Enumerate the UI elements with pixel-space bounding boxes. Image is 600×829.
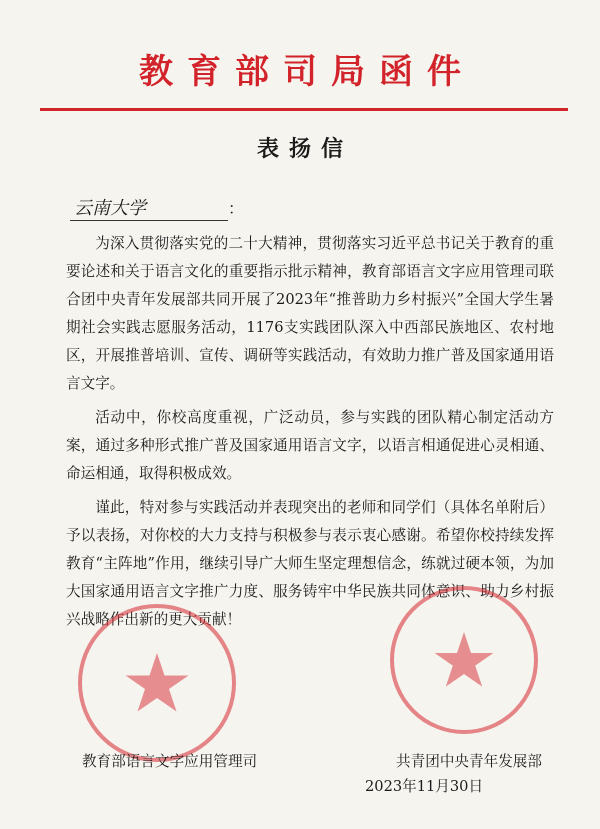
- letter-body: [66, 230, 554, 640]
- body-paragraph: 活动中，你校高度重视，广泛动员，参与实践的团队精心制定活动方案，通过多种形式推广普及国家通用语言文字，以语言相通促进心灵相通、命运相通，取得积极成效。: [66, 409, 554, 482]
- red-divider-line: [40, 108, 568, 111]
- signer-left: 教育部语言文字应用管理司: [82, 753, 258, 770]
- signer-right: 共青团中央青年发展部: [396, 753, 542, 770]
- letterhead: 教育部司局函件: [139, 52, 475, 92]
- recipient-colon: ：: [228, 199, 245, 218]
- body-paragraph: 为深入贯彻落实党的二十大精神，贯彻落实习近平总书记关于教育的重要论述和关于语言文化的重要指示批示精神，教育部语言文字应用管理司联合团中央青年发展部共同开展了2023年“推普助力乡村振兴”全国大学生暑期社会实践志愿服务活动，1176支实践团队深入中西部民族地区、农村地区，开展推普培训、宣传、调研等实践活动，有效助力推广普及国家通用语言文字。: [66, 235, 554, 392]
- signers: [82, 750, 542, 771]
- letter-date: 2023年11月30日: [365, 778, 484, 795]
- body-paragraph: 谨此，特对参与实践活动并表现突出的老师和同学们（具体名单附后）予以表扬，对你校的大力支持与积极参与表示衷心感谢。希望你校持续发挥教育“主阵地”作用，继续引导广大师生坚定理想信念，练就过硬本领，为加大国家通用语言文字推广力度、服务铸牢中华民族共同体意识、助力乡村振兴战略作出新的更大贡献！: [66, 499, 554, 628]
- recipient-line: [70, 194, 244, 224]
- letter-title: 表扬信: [256, 136, 353, 162]
- recipient-name: 云南大学: [70, 194, 228, 221]
